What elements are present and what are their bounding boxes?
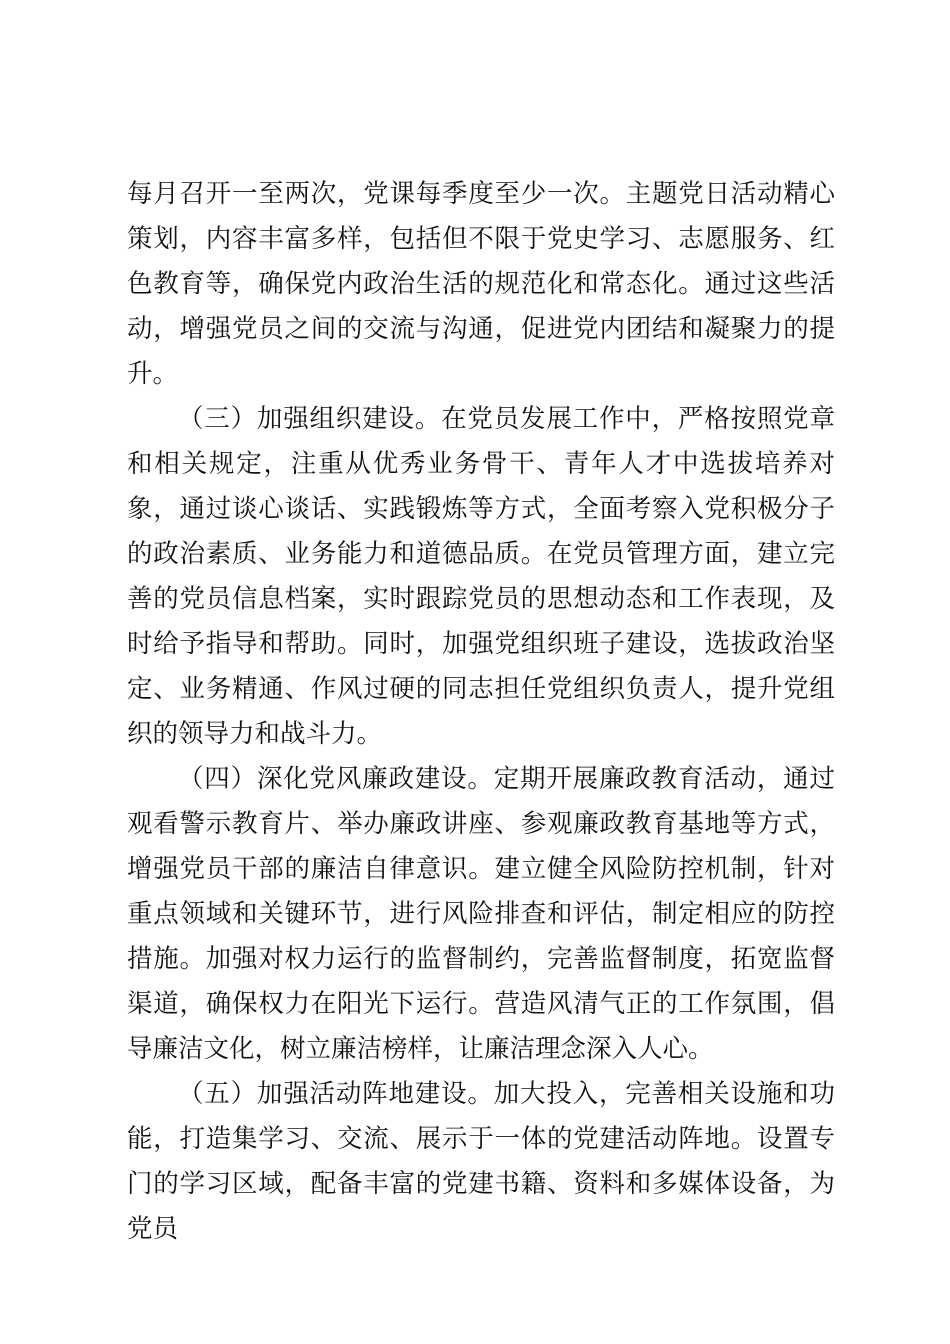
paragraph-2-organization-building: （三）加强组织建设。在党员发展工作中，严格按照党章和相关规定，注重从优秀业务骨干、青年人才中选拔培养对象，通过谈心谈话、实践锻炼等方式，全面考察入党积极分子的政治素质、业务能力和道德品质。在党员管理方面，建立完善的党员信息档案，实时跟踪党员的思想动态和工作表现，及时给予指导和帮助。同时，加强党组织班子建设，选拔政治坚定、业务精通、作风过硬的同志担任党组织负责人，提升党组织的领导力和战斗力。 xyxy=(127,404,835,749)
paragraph-1: 每月召开一至两次，党课每季度至少一次。主题党日活动精心策划，内容丰富多样，包括但不限于党史学习、志愿服务、红色教育等，确保党内政治生活的规范化和常态化。通过这些活动，增强党员之间的交流与沟通，促进党内团结和凝聚力的提升。 xyxy=(127,179,835,389)
paragraph-4-activity-venue: （五）加强活动阵地建设。加大投入，完善相关设施和功能，打造集学习、交流、展示于一体的党建活动阵地。设置专门的学习区域，配备丰富的党建书籍、资料和多媒体设备，为党员 xyxy=(127,1079,835,1244)
paragraph-3-integrity-building: （四）深化党风廉政建设。定期开展廉政教育活动，通过观看警示教育片、举办廉政讲座、参观廉政教育基地等方式，增强党员干部的廉洁自律意识。建立健全风险防控机制，针对重点领域和关键环节，进行风险排查和评估，制定相应的防控措施。加强对权力运行的监督制约，完善监督制度，拓宽监督渠道，确保权力在阳光下运行。营造风清气正的工作氛围，倡导廉洁文化，树立廉洁榜样，让廉洁理念深入人心。 xyxy=(127,764,835,1064)
document-body xyxy=(127,172,835,1252)
